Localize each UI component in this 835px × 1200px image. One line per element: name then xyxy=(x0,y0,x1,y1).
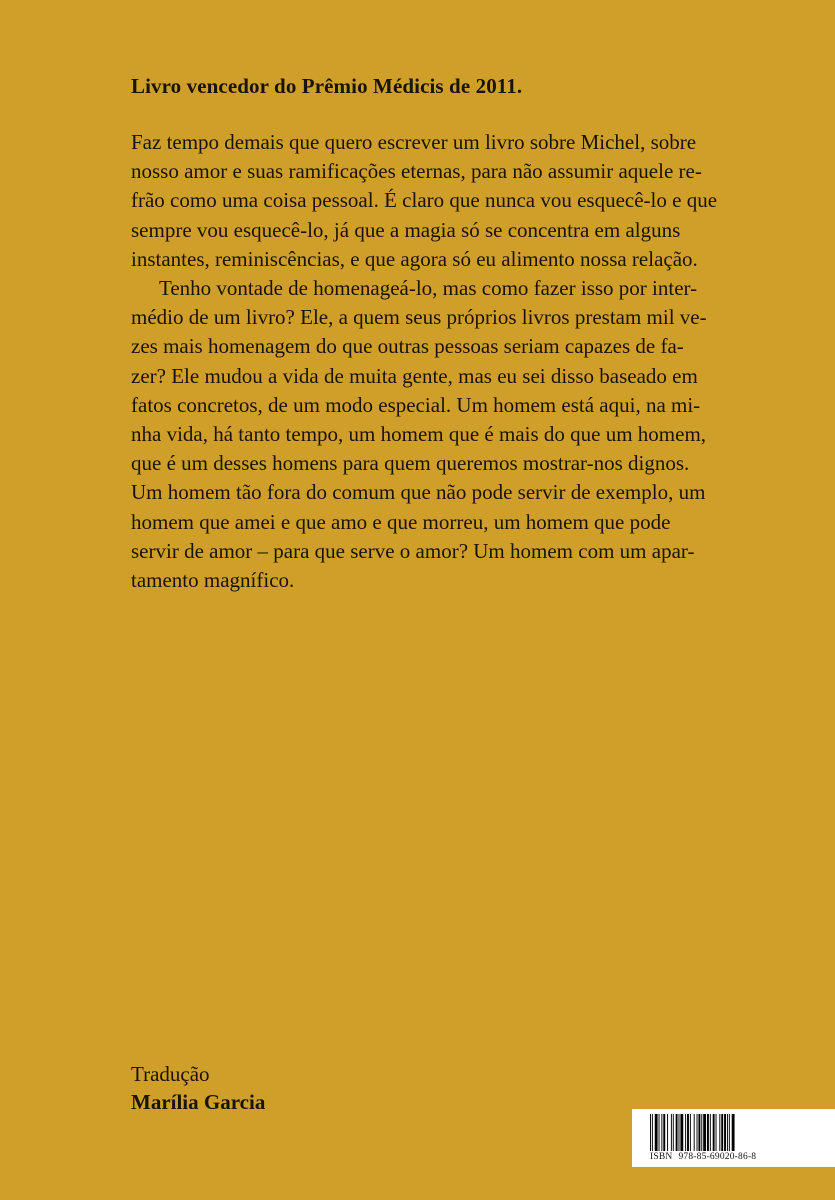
barcode-box xyxy=(632,1109,835,1167)
blurb-line: zes mais homenagem do que outras pessoas seriam capazes de fa- xyxy=(131,334,684,359)
isbn-label: ISBN xyxy=(650,1152,673,1162)
blurb-line: nha vida, há tanto tempo, um homem que é mais do que um homem, xyxy=(131,422,707,447)
blurb-line: instantes, reminiscências, e que agora só eu alimento nossa relação. xyxy=(131,246,698,271)
blurb-line: Tenho vontade de homenageá-lo, mas como fazer isso por inter- xyxy=(159,276,698,301)
isbn-number: 978-85-69020-86-8 xyxy=(678,1152,757,1162)
blurb-line: servir de amor – para que serve o amor? Um homem com um apar- xyxy=(131,538,695,563)
translator-name: Marília Garcia xyxy=(131,1090,266,1114)
blurb-paragraph-2 xyxy=(131,274,716,595)
translation-label: Tradução xyxy=(131,1062,210,1086)
isbn-text xyxy=(650,1152,756,1162)
blurb-line: zer? Ele mudou a vida de muita gente, mas eu sei disso baseado em xyxy=(131,363,698,388)
blurb-line: frão como uma coisa pessoal. É claro que nunca vou esquecê-lo e que xyxy=(131,188,718,213)
blurb-line: homem que amei e que amo e que morreu, um homem que pode xyxy=(131,509,671,534)
blurb-line: sempre vou esquecê-lo, já que a magia só se concentra em alguns xyxy=(131,217,681,242)
headline: Livro vencedor do Prêmio Médicis de 2011. xyxy=(131,74,523,98)
blurb-paragraph-1 xyxy=(131,128,716,274)
blurb-line: Um homem tão fora do comum que não pode servir de exemplo, um xyxy=(131,480,706,505)
blurb-line: fatos concretos, de um modo especial. Um homem está aqui, na mi- xyxy=(131,392,701,417)
blurb-line: que é um desses homens para quem queremos mostrar-nos dignos. xyxy=(131,451,690,476)
blurb-line: nosso amor e suas ramificações eternas, para não assumir aquele re- xyxy=(131,159,702,184)
barcode-icon xyxy=(650,1114,770,1151)
blurb-line: médio de um livro? Ele, a quem seus próprios livros prestam mil ve- xyxy=(131,305,707,330)
blurb-line: Faz tempo demais que quero escrever um livro sobre Michel, sobre xyxy=(131,130,697,154)
blurb-text xyxy=(131,128,716,595)
blurb-line: tamento magnífico. xyxy=(131,568,295,593)
